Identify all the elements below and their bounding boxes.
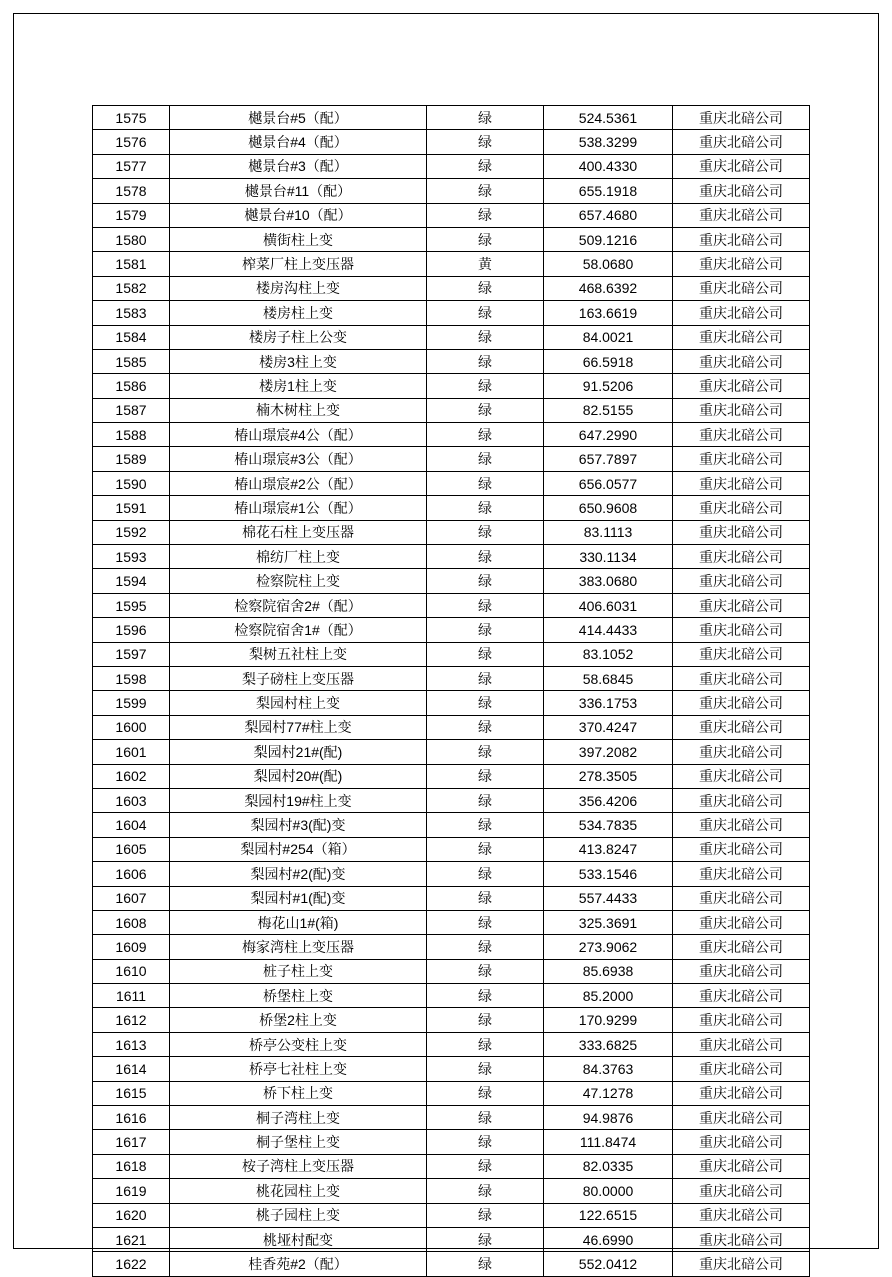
table-row bbox=[93, 1252, 810, 1276]
cell-id: 1579 bbox=[93, 203, 170, 227]
cell-color: 绿 bbox=[427, 642, 544, 666]
table-row bbox=[93, 276, 810, 300]
cell-id: 1615 bbox=[93, 1081, 170, 1105]
cell-value: 370.4247 bbox=[544, 715, 673, 739]
cell-name: 桥堡2柱上变 bbox=[170, 1008, 427, 1032]
table-row bbox=[93, 496, 810, 520]
cell-name: 樾景台#11（配） bbox=[170, 179, 427, 203]
cell-color: 绿 bbox=[427, 959, 544, 983]
cell-id: 1589 bbox=[93, 447, 170, 471]
cell-name: 梨园村21#(配) bbox=[170, 740, 427, 764]
cell-org: 重庆北碚公司 bbox=[673, 569, 810, 593]
table-row bbox=[93, 545, 810, 569]
cell-org: 重庆北碚公司 bbox=[673, 642, 810, 666]
cell-id: 1588 bbox=[93, 423, 170, 447]
cell-name: 楼房子柱上公变 bbox=[170, 325, 427, 349]
cell-name: 梅家湾柱上变压器 bbox=[170, 935, 427, 959]
transformer-table bbox=[92, 105, 810, 1277]
cell-value: 356.4206 bbox=[544, 788, 673, 812]
table-row bbox=[93, 423, 810, 447]
table-row bbox=[93, 813, 810, 837]
cell-id: 1578 bbox=[93, 179, 170, 203]
cell-value: 82.5155 bbox=[544, 398, 673, 422]
cell-value: 58.6845 bbox=[544, 666, 673, 690]
cell-id: 1597 bbox=[93, 642, 170, 666]
cell-org: 重庆北碚公司 bbox=[673, 398, 810, 422]
cell-value: 657.7897 bbox=[544, 447, 673, 471]
cell-id: 1582 bbox=[93, 276, 170, 300]
cell-name: 检察院柱上变 bbox=[170, 569, 427, 593]
table-row bbox=[93, 886, 810, 910]
cell-org: 重庆北碚公司 bbox=[673, 301, 810, 325]
table-row bbox=[93, 935, 810, 959]
cell-name: 梨园村柱上变 bbox=[170, 691, 427, 715]
cell-org: 重庆北碚公司 bbox=[673, 447, 810, 471]
cell-name: 桥下柱上变 bbox=[170, 1081, 427, 1105]
cell-color: 绿 bbox=[427, 813, 544, 837]
cell-org: 重庆北碚公司 bbox=[673, 1154, 810, 1178]
cell-id: 1621 bbox=[93, 1227, 170, 1251]
cell-name: 桃子园柱上变 bbox=[170, 1203, 427, 1227]
cell-color: 绿 bbox=[427, 1252, 544, 1276]
cell-org: 重庆北碚公司 bbox=[673, 935, 810, 959]
table-row bbox=[93, 1032, 810, 1056]
cell-color: 绿 bbox=[427, 1032, 544, 1056]
cell-value: 85.6938 bbox=[544, 959, 673, 983]
cell-name: 楠木树柱上变 bbox=[170, 398, 427, 422]
cell-name: 楼房沟柱上变 bbox=[170, 276, 427, 300]
cell-name: 桉子湾柱上变压器 bbox=[170, 1154, 427, 1178]
table-row bbox=[93, 666, 810, 690]
cell-color: 绿 bbox=[427, 740, 544, 764]
cell-value: 336.1753 bbox=[544, 691, 673, 715]
table-row bbox=[93, 642, 810, 666]
cell-name: 梨园村#254（箱） bbox=[170, 837, 427, 861]
cell-name: 椿山璟宸#4公（配） bbox=[170, 423, 427, 447]
cell-name: 樾景台#5（配） bbox=[170, 106, 427, 130]
cell-name: 棉纺厂柱上变 bbox=[170, 545, 427, 569]
cell-id: 1612 bbox=[93, 1008, 170, 1032]
cell-org: 重庆北碚公司 bbox=[673, 593, 810, 617]
table-row bbox=[93, 1057, 810, 1081]
cell-id: 1614 bbox=[93, 1057, 170, 1081]
table-row bbox=[93, 1203, 810, 1227]
cell-value: 163.6619 bbox=[544, 301, 673, 325]
cell-org: 重庆北碚公司 bbox=[673, 910, 810, 934]
cell-name: 梨园村#3(配)变 bbox=[170, 813, 427, 837]
cell-color: 绿 bbox=[427, 545, 544, 569]
cell-name: 桩子柱上变 bbox=[170, 959, 427, 983]
cell-value: 534.7835 bbox=[544, 813, 673, 837]
cell-value: 397.2082 bbox=[544, 740, 673, 764]
cell-org: 重庆北碚公司 bbox=[673, 813, 810, 837]
cell-color: 绿 bbox=[427, 618, 544, 642]
cell-org: 重庆北碚公司 bbox=[673, 374, 810, 398]
cell-color: 绿 bbox=[427, 423, 544, 447]
cell-value: 406.6031 bbox=[544, 593, 673, 617]
cell-org: 重庆北碚公司 bbox=[673, 1008, 810, 1032]
table-row bbox=[93, 1008, 810, 1032]
cell-id: 1606 bbox=[93, 862, 170, 886]
cell-org: 重庆北碚公司 bbox=[673, 837, 810, 861]
cell-id: 1587 bbox=[93, 398, 170, 422]
cell-name: 樾景台#10（配） bbox=[170, 203, 427, 227]
cell-org: 重庆北碚公司 bbox=[673, 1227, 810, 1251]
cell-id: 1620 bbox=[93, 1203, 170, 1227]
cell-name: 梨园村77#柱上变 bbox=[170, 715, 427, 739]
cell-id: 1618 bbox=[93, 1154, 170, 1178]
cell-color: 绿 bbox=[427, 1008, 544, 1032]
cell-color: 绿 bbox=[427, 1130, 544, 1154]
cell-color: 绿 bbox=[427, 496, 544, 520]
cell-org: 重庆北碚公司 bbox=[673, 1032, 810, 1056]
cell-value: 83.1052 bbox=[544, 642, 673, 666]
cell-value: 91.5206 bbox=[544, 374, 673, 398]
cell-color: 绿 bbox=[427, 130, 544, 154]
cell-color: 绿 bbox=[427, 764, 544, 788]
table-row bbox=[93, 959, 810, 983]
cell-id: 1622 bbox=[93, 1252, 170, 1276]
table-row bbox=[93, 764, 810, 788]
cell-name: 桥亭七社柱上变 bbox=[170, 1057, 427, 1081]
cell-value: 325.3691 bbox=[544, 910, 673, 934]
cell-org: 重庆北碚公司 bbox=[673, 1179, 810, 1203]
cell-org: 重庆北碚公司 bbox=[673, 764, 810, 788]
cell-org: 重庆北碚公司 bbox=[673, 788, 810, 812]
cell-value: 84.0021 bbox=[544, 325, 673, 349]
cell-org: 重庆北碚公司 bbox=[673, 325, 810, 349]
cell-id: 1600 bbox=[93, 715, 170, 739]
cell-value: 333.6825 bbox=[544, 1032, 673, 1056]
table-row bbox=[93, 325, 810, 349]
cell-value: 122.6515 bbox=[544, 1203, 673, 1227]
cell-color: 绿 bbox=[427, 666, 544, 690]
cell-color: 绿 bbox=[427, 910, 544, 934]
cell-org: 重庆北碚公司 bbox=[673, 959, 810, 983]
cell-org: 重庆北碚公司 bbox=[673, 1252, 810, 1276]
cell-id: 1604 bbox=[93, 813, 170, 837]
cell-color: 绿 bbox=[427, 179, 544, 203]
cell-name: 检察院宿舍2#（配） bbox=[170, 593, 427, 617]
cell-org: 重庆北碚公司 bbox=[673, 471, 810, 495]
cell-value: 414.4433 bbox=[544, 618, 673, 642]
cell-name: 梨树五社柱上变 bbox=[170, 642, 427, 666]
cell-value: 468.6392 bbox=[544, 276, 673, 300]
cell-color: 绿 bbox=[427, 1106, 544, 1130]
cell-org: 重庆北碚公司 bbox=[673, 1203, 810, 1227]
cell-org: 重庆北碚公司 bbox=[673, 276, 810, 300]
cell-name: 桐子堡柱上变 bbox=[170, 1130, 427, 1154]
cell-org: 重庆北碚公司 bbox=[673, 740, 810, 764]
cell-value: 80.0000 bbox=[544, 1179, 673, 1203]
cell-org: 重庆北碚公司 bbox=[673, 545, 810, 569]
cell-value: 278.3505 bbox=[544, 764, 673, 788]
cell-color: 黄 bbox=[427, 252, 544, 276]
table-row bbox=[93, 740, 810, 764]
cell-name: 横街柱上变 bbox=[170, 227, 427, 251]
cell-id: 1596 bbox=[93, 618, 170, 642]
cell-color: 绿 bbox=[427, 691, 544, 715]
cell-value: 170.9299 bbox=[544, 1008, 673, 1032]
cell-id: 1592 bbox=[93, 520, 170, 544]
cell-value: 533.1546 bbox=[544, 862, 673, 886]
cell-value: 650.9608 bbox=[544, 496, 673, 520]
cell-org: 重庆北碚公司 bbox=[673, 520, 810, 544]
cell-org: 重庆北碚公司 bbox=[673, 886, 810, 910]
cell-org: 重庆北碚公司 bbox=[673, 1130, 810, 1154]
table-row bbox=[93, 1179, 810, 1203]
cell-org: 重庆北碚公司 bbox=[673, 154, 810, 178]
cell-id: 1594 bbox=[93, 569, 170, 593]
cell-org: 重庆北碚公司 bbox=[673, 496, 810, 520]
cell-color: 绿 bbox=[427, 569, 544, 593]
cell-name: 楼房柱上变 bbox=[170, 301, 427, 325]
cell-id: 1619 bbox=[93, 1179, 170, 1203]
cell-org: 重庆北碚公司 bbox=[673, 618, 810, 642]
cell-name: 桐子湾柱上变 bbox=[170, 1106, 427, 1130]
table-row bbox=[93, 106, 810, 130]
cell-org: 重庆北碚公司 bbox=[673, 203, 810, 227]
table-row bbox=[93, 691, 810, 715]
cell-color: 绿 bbox=[427, 935, 544, 959]
cell-color: 绿 bbox=[427, 374, 544, 398]
cell-color: 绿 bbox=[427, 862, 544, 886]
table-row bbox=[93, 1154, 810, 1178]
cell-value: 400.4330 bbox=[544, 154, 673, 178]
cell-org: 重庆北碚公司 bbox=[673, 252, 810, 276]
cell-value: 557.4433 bbox=[544, 886, 673, 910]
cell-id: 1605 bbox=[93, 837, 170, 861]
table-row bbox=[93, 130, 810, 154]
cell-id: 1586 bbox=[93, 374, 170, 398]
table-row bbox=[93, 374, 810, 398]
cell-color: 绿 bbox=[427, 1227, 544, 1251]
cell-value: 47.1278 bbox=[544, 1081, 673, 1105]
cell-color: 绿 bbox=[427, 154, 544, 178]
cell-name: 桥亭公变柱上变 bbox=[170, 1032, 427, 1056]
cell-name: 榨菜厂柱上变压器 bbox=[170, 252, 427, 276]
cell-id: 1585 bbox=[93, 349, 170, 373]
cell-name: 梨园村#2(配)变 bbox=[170, 862, 427, 886]
table-row bbox=[93, 569, 810, 593]
cell-org: 重庆北碚公司 bbox=[673, 1106, 810, 1130]
table-row bbox=[93, 301, 810, 325]
cell-id: 1591 bbox=[93, 496, 170, 520]
cell-value: 84.3763 bbox=[544, 1057, 673, 1081]
cell-id: 1613 bbox=[93, 1032, 170, 1056]
cell-color: 绿 bbox=[427, 227, 544, 251]
cell-color: 绿 bbox=[427, 349, 544, 373]
table-row bbox=[93, 593, 810, 617]
cell-value: 85.2000 bbox=[544, 984, 673, 1008]
cell-id: 1595 bbox=[93, 593, 170, 617]
table-row bbox=[93, 252, 810, 276]
table-row bbox=[93, 1130, 810, 1154]
cell-color: 绿 bbox=[427, 886, 544, 910]
cell-value: 58.0680 bbox=[544, 252, 673, 276]
cell-id: 1610 bbox=[93, 959, 170, 983]
cell-value: 94.9876 bbox=[544, 1106, 673, 1130]
cell-value: 509.1216 bbox=[544, 227, 673, 251]
cell-value: 82.0335 bbox=[544, 1154, 673, 1178]
cell-id: 1608 bbox=[93, 910, 170, 934]
cell-org: 重庆北碚公司 bbox=[673, 691, 810, 715]
cell-id: 1584 bbox=[93, 325, 170, 349]
cell-color: 绿 bbox=[427, 984, 544, 1008]
table-row bbox=[93, 1106, 810, 1130]
cell-id: 1598 bbox=[93, 666, 170, 690]
cell-id: 1602 bbox=[93, 764, 170, 788]
cell-color: 绿 bbox=[427, 1179, 544, 1203]
cell-name: 椿山璟宸#1公（配） bbox=[170, 496, 427, 520]
cell-color: 绿 bbox=[427, 788, 544, 812]
table-row bbox=[93, 471, 810, 495]
cell-id: 1580 bbox=[93, 227, 170, 251]
cell-id: 1599 bbox=[93, 691, 170, 715]
cell-id: 1581 bbox=[93, 252, 170, 276]
cell-color: 绿 bbox=[427, 106, 544, 130]
cell-color: 绿 bbox=[427, 1057, 544, 1081]
cell-value: 111.8474 bbox=[544, 1130, 673, 1154]
cell-name: 樾景台#4（配） bbox=[170, 130, 427, 154]
cell-color: 绿 bbox=[427, 471, 544, 495]
cell-color: 绿 bbox=[427, 837, 544, 861]
cell-name: 检察院宿舍1#（配） bbox=[170, 618, 427, 642]
cell-color: 绿 bbox=[427, 520, 544, 544]
cell-org: 重庆北碚公司 bbox=[673, 862, 810, 886]
cell-value: 413.8247 bbox=[544, 837, 673, 861]
table-row bbox=[93, 179, 810, 203]
cell-id: 1617 bbox=[93, 1130, 170, 1154]
cell-name: 桃花园柱上变 bbox=[170, 1179, 427, 1203]
cell-id: 1611 bbox=[93, 984, 170, 1008]
table-row bbox=[93, 349, 810, 373]
cell-name: 桂香苑#2（配） bbox=[170, 1252, 427, 1276]
cell-org: 重庆北碚公司 bbox=[673, 1081, 810, 1105]
cell-org: 重庆北碚公司 bbox=[673, 227, 810, 251]
table-row bbox=[93, 227, 810, 251]
table-row bbox=[93, 1081, 810, 1105]
cell-color: 绿 bbox=[427, 398, 544, 422]
cell-id: 1576 bbox=[93, 130, 170, 154]
cell-org: 重庆北碚公司 bbox=[673, 666, 810, 690]
cell-name: 椿山璟宸#2公（配） bbox=[170, 471, 427, 495]
cell-value: 273.9062 bbox=[544, 935, 673, 959]
cell-org: 重庆北碚公司 bbox=[673, 106, 810, 130]
cell-color: 绿 bbox=[427, 325, 544, 349]
cell-org: 重庆北碚公司 bbox=[673, 179, 810, 203]
cell-name: 梅花山1#(箱) bbox=[170, 910, 427, 934]
cell-value: 83.1113 bbox=[544, 520, 673, 544]
cell-name: 梨园村20#(配) bbox=[170, 764, 427, 788]
cell-value: 655.1918 bbox=[544, 179, 673, 203]
cell-org: 重庆北碚公司 bbox=[673, 984, 810, 1008]
cell-name: 梨子磅柱上变压器 bbox=[170, 666, 427, 690]
cell-name: 梨园村#1(配)变 bbox=[170, 886, 427, 910]
cell-name: 棉花石柱上变压器 bbox=[170, 520, 427, 544]
cell-org: 重庆北碚公司 bbox=[673, 349, 810, 373]
cell-id: 1616 bbox=[93, 1106, 170, 1130]
cell-color: 绿 bbox=[427, 203, 544, 227]
cell-value: 46.6990 bbox=[544, 1227, 673, 1251]
cell-value: 647.2990 bbox=[544, 423, 673, 447]
cell-id: 1575 bbox=[93, 106, 170, 130]
table-row bbox=[93, 154, 810, 178]
cell-color: 绿 bbox=[427, 593, 544, 617]
cell-value: 383.0680 bbox=[544, 569, 673, 593]
table-row bbox=[93, 837, 810, 861]
cell-value: 538.3299 bbox=[544, 130, 673, 154]
table-row bbox=[93, 1227, 810, 1251]
table-row bbox=[93, 447, 810, 471]
cell-value: 552.0412 bbox=[544, 1252, 673, 1276]
cell-name: 梨园村19#柱上变 bbox=[170, 788, 427, 812]
cell-id: 1583 bbox=[93, 301, 170, 325]
cell-name: 樾景台#3（配） bbox=[170, 154, 427, 178]
cell-name: 楼房3柱上变 bbox=[170, 349, 427, 373]
cell-name: 椿山璟宸#3公（配） bbox=[170, 447, 427, 471]
table-row bbox=[93, 910, 810, 934]
table-row bbox=[93, 618, 810, 642]
cell-id: 1590 bbox=[93, 471, 170, 495]
cell-org: 重庆北碚公司 bbox=[673, 715, 810, 739]
cell-color: 绿 bbox=[427, 447, 544, 471]
cell-color: 绿 bbox=[427, 276, 544, 300]
cell-value: 656.0577 bbox=[544, 471, 673, 495]
cell-color: 绿 bbox=[427, 301, 544, 325]
table-row bbox=[93, 715, 810, 739]
cell-value: 524.5361 bbox=[544, 106, 673, 130]
cell-value: 66.5918 bbox=[544, 349, 673, 373]
table-row bbox=[93, 862, 810, 886]
cell-name: 楼房1柱上变 bbox=[170, 374, 427, 398]
cell-org: 重庆北碚公司 bbox=[673, 1057, 810, 1081]
cell-color: 绿 bbox=[427, 1081, 544, 1105]
cell-value: 330.1134 bbox=[544, 545, 673, 569]
cell-id: 1603 bbox=[93, 788, 170, 812]
table-row bbox=[93, 520, 810, 544]
cell-org: 重庆北碚公司 bbox=[673, 423, 810, 447]
cell-color: 绿 bbox=[427, 715, 544, 739]
cell-name: 桃垭村配变 bbox=[170, 1227, 427, 1251]
cell-org: 重庆北碚公司 bbox=[673, 130, 810, 154]
cell-name: 桥堡柱上变 bbox=[170, 984, 427, 1008]
cell-id: 1607 bbox=[93, 886, 170, 910]
table-row bbox=[93, 984, 810, 1008]
table-row bbox=[93, 398, 810, 422]
cell-id: 1593 bbox=[93, 545, 170, 569]
cell-color: 绿 bbox=[427, 1154, 544, 1178]
cell-id: 1601 bbox=[93, 740, 170, 764]
cell-color: 绿 bbox=[427, 1203, 544, 1227]
transformer-table-container bbox=[92, 105, 784, 1277]
table-body bbox=[93, 106, 810, 1277]
cell-id: 1577 bbox=[93, 154, 170, 178]
cell-value: 657.4680 bbox=[544, 203, 673, 227]
table-row bbox=[93, 788, 810, 812]
table-row bbox=[93, 203, 810, 227]
cell-id: 1609 bbox=[93, 935, 170, 959]
